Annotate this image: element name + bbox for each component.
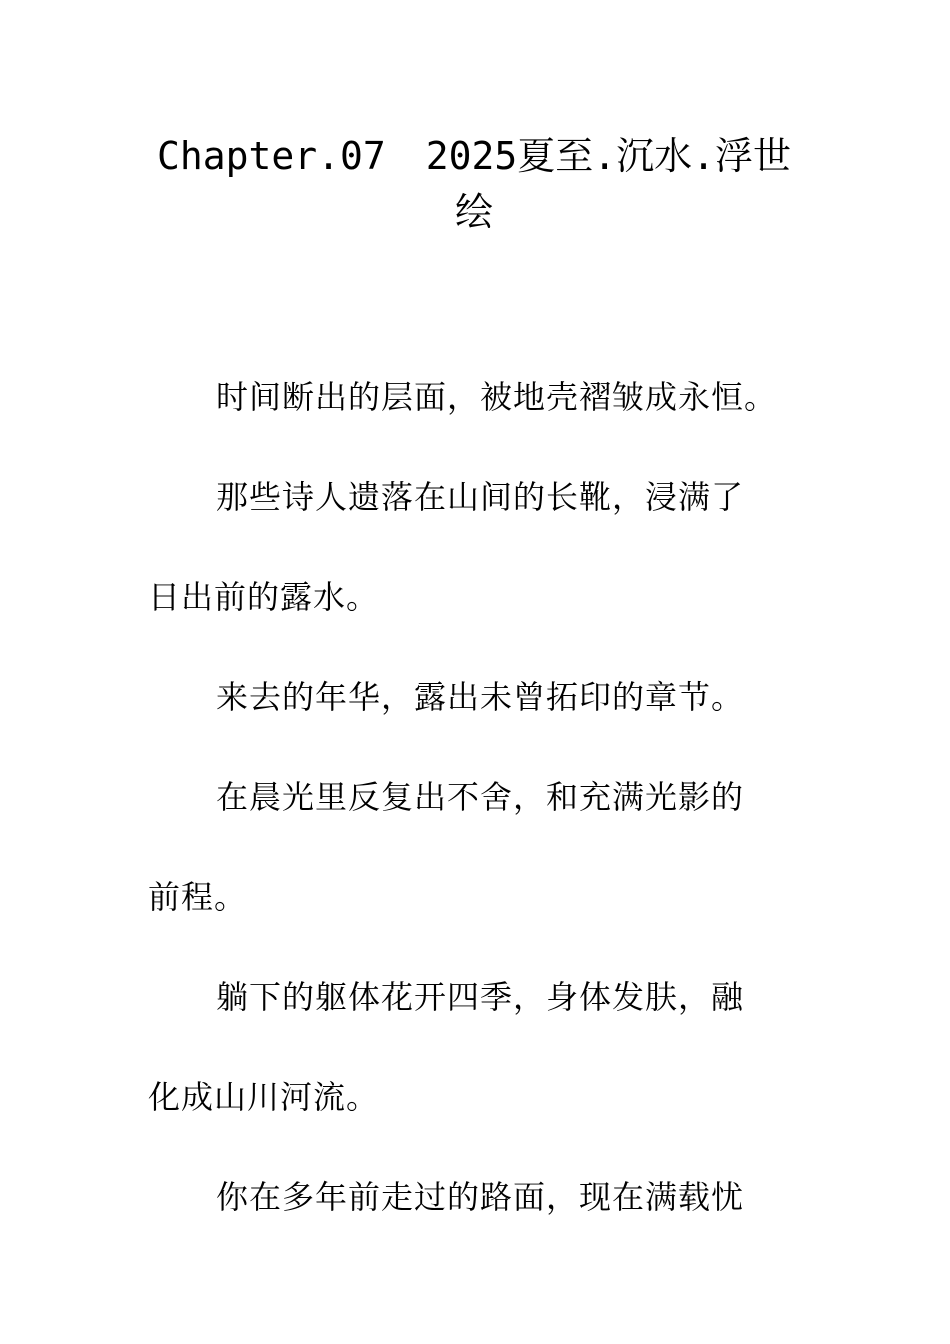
text-line: 躺下的躯体花开四季，身体发肤，融 — [216, 978, 745, 1016]
text-line: 前程。 — [148, 878, 248, 916]
chapter-name: 2025夏至.沉水.浮世 — [425, 134, 792, 178]
chapter-title-line-2: 绘 — [454, 190, 493, 234]
poem-body — [148, 372, 784, 1272]
text-line: 日出前的露水。 — [148, 578, 380, 616]
text-line: 在晨光里反复出不舍，和充满光影的 — [216, 778, 745, 816]
text-line: 那些诗人遗落在山间的长靴，浸满了 — [216, 478, 745, 516]
chapter-title — [148, 128, 800, 240]
text-line: 时间断出的层面，被地壳褶皱成永恒。 — [216, 378, 778, 416]
text-line: 你在多年前走过的路面，现在满载忧 — [216, 1178, 745, 1216]
text-line: 来去的年华，露出未曾拓印的章节。 — [216, 678, 745, 716]
chapter-number: Chapter.07 — [156, 134, 386, 178]
text-line: 化成山川河流。 — [148, 1078, 380, 1116]
chapter-title-line-1 — [148, 128, 800, 184]
